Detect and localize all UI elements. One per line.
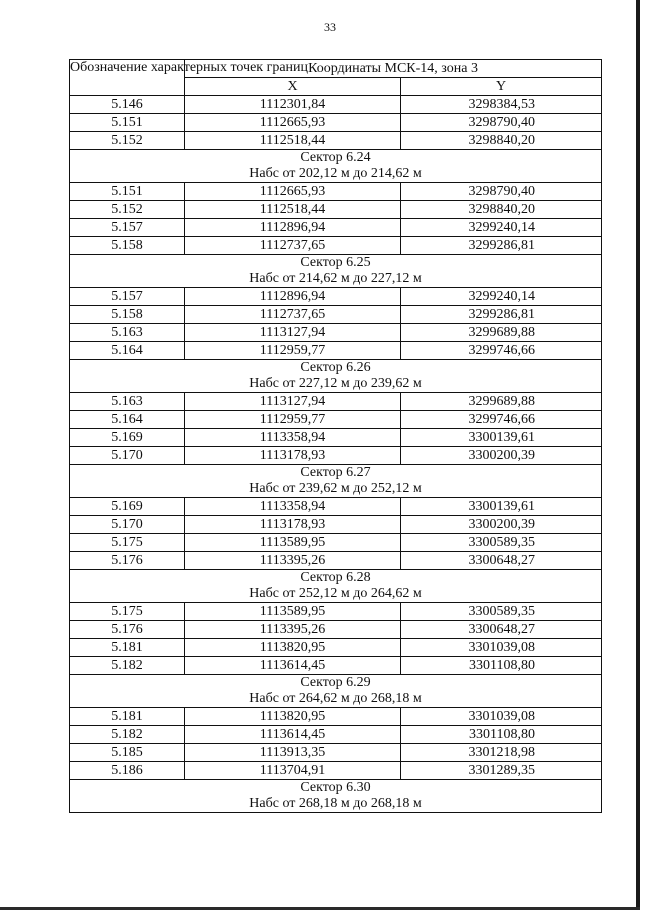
sector-header-row bbox=[70, 255, 602, 288]
table-row bbox=[70, 114, 602, 132]
point-cell: 5.158 bbox=[70, 306, 185, 324]
sector-range: Набс от 214,62 м до 227,12 м bbox=[249, 271, 422, 286]
table-row bbox=[70, 306, 602, 324]
y-cell: 3298790,40 bbox=[401, 183, 602, 201]
y-cell: 3299240,14 bbox=[401, 219, 602, 237]
y-cell: 3300200,39 bbox=[401, 447, 602, 465]
point-cell: 5.158 bbox=[70, 237, 185, 255]
table-row bbox=[70, 393, 602, 411]
point-cell: 5.176 bbox=[70, 621, 185, 639]
sector-header-row bbox=[70, 780, 602, 813]
table-row bbox=[70, 708, 602, 726]
x-cell: 1112896,94 bbox=[185, 288, 401, 306]
x-cell: 1112737,65 bbox=[185, 306, 401, 324]
sector-range: Набс от 252,12 м до 264,62 м bbox=[249, 586, 422, 601]
y-cell: 3300200,39 bbox=[401, 516, 602, 534]
sector-title: Сектор 6.25 bbox=[300, 255, 371, 270]
coordinates-table-body bbox=[70, 60, 602, 813]
y-cell: 3301039,08 bbox=[401, 639, 602, 657]
x-column-header: X bbox=[185, 78, 401, 96]
y-cell: 3301039,08 bbox=[401, 708, 602, 726]
x-cell: 1112959,77 bbox=[185, 342, 401, 360]
table-row bbox=[70, 342, 602, 360]
y-cell: 3299746,66 bbox=[401, 342, 602, 360]
point-cell: 5.169 bbox=[70, 498, 185, 516]
sector-header-row bbox=[70, 675, 602, 708]
x-cell: 1112518,44 bbox=[185, 201, 401, 219]
sector-title: Сектор 6.27 bbox=[300, 465, 371, 480]
table-row bbox=[70, 429, 602, 447]
point-cell: 5.181 bbox=[70, 708, 185, 726]
y-cell: 3301289,35 bbox=[401, 762, 602, 780]
sector-header bbox=[70, 675, 602, 708]
x-cell: 1113178,93 bbox=[185, 516, 401, 534]
sector-range: Набс от 227,12 м до 239,62 м bbox=[249, 376, 422, 391]
y-cell: 3300589,35 bbox=[401, 534, 602, 552]
sector-title: Сектор 6.30 bbox=[300, 780, 371, 795]
y-cell: 3298840,20 bbox=[401, 132, 602, 150]
point-cell: 5.185 bbox=[70, 744, 185, 762]
x-cell: 1113395,26 bbox=[185, 621, 401, 639]
y-cell: 3299746,66 bbox=[401, 411, 602, 429]
table-row bbox=[70, 603, 602, 621]
table-row bbox=[70, 288, 602, 306]
x-cell: 1113614,45 bbox=[185, 726, 401, 744]
x-cell: 1113704,91 bbox=[185, 762, 401, 780]
point-cell: 5.152 bbox=[70, 132, 185, 150]
y-cell: 3298840,20 bbox=[401, 201, 602, 219]
coordinates-table bbox=[69, 59, 602, 813]
sector-title: Сектор 6.28 bbox=[300, 570, 371, 585]
x-cell: 1113820,95 bbox=[185, 708, 401, 726]
x-cell: 1112518,44 bbox=[185, 132, 401, 150]
table-row bbox=[70, 762, 602, 780]
x-cell: 1112737,65 bbox=[185, 237, 401, 255]
y-cell: 3300139,61 bbox=[401, 498, 602, 516]
x-cell: 1112896,94 bbox=[185, 219, 401, 237]
point-cell: 5.181 bbox=[70, 639, 185, 657]
point-cell: 5.170 bbox=[70, 516, 185, 534]
point-cell: 5.151 bbox=[70, 114, 185, 132]
table-row bbox=[70, 96, 602, 114]
table-row bbox=[70, 324, 602, 342]
scan-edge-right bbox=[636, 0, 640, 910]
sector-header bbox=[70, 780, 602, 813]
table-row bbox=[70, 447, 602, 465]
x-cell: 1113614,45 bbox=[185, 657, 401, 675]
sector-header-row bbox=[70, 465, 602, 498]
sector-title: Сектор 6.26 bbox=[300, 360, 371, 375]
point-cell: 5.186 bbox=[70, 762, 185, 780]
table-row bbox=[70, 552, 602, 570]
table-row bbox=[70, 534, 602, 552]
table-row bbox=[70, 621, 602, 639]
point-cell: 5.182 bbox=[70, 726, 185, 744]
point-cell: 5.164 bbox=[70, 342, 185, 360]
point-cell: 5.182 bbox=[70, 657, 185, 675]
table-row bbox=[70, 744, 602, 762]
point-cell: 5.164 bbox=[70, 411, 185, 429]
point-column-header: Обозначение характерных точек границ bbox=[70, 60, 185, 96]
table-row bbox=[70, 219, 602, 237]
sector-header-row bbox=[70, 150, 602, 183]
x-cell: 1113358,94 bbox=[185, 429, 401, 447]
point-cell: 5.151 bbox=[70, 183, 185, 201]
x-cell: 1113589,95 bbox=[185, 603, 401, 621]
sector-title: Сектор 6.29 bbox=[300, 675, 371, 690]
x-cell: 1112959,77 bbox=[185, 411, 401, 429]
x-cell: 1113820,95 bbox=[185, 639, 401, 657]
table-row bbox=[70, 726, 602, 744]
sector-header bbox=[70, 360, 602, 393]
point-cell: 5.157 bbox=[70, 219, 185, 237]
sector-range: Набс от 202,12 м до 214,62 м bbox=[249, 166, 422, 181]
point-cell: 5.152 bbox=[70, 201, 185, 219]
table-header-row bbox=[70, 60, 602, 78]
y-cell: 3300139,61 bbox=[401, 429, 602, 447]
y-cell: 3298384,53 bbox=[401, 96, 602, 114]
sector-header bbox=[70, 570, 602, 603]
y-cell: 3299286,81 bbox=[401, 306, 602, 324]
y-cell: 3301218,98 bbox=[401, 744, 602, 762]
x-cell: 1113127,94 bbox=[185, 393, 401, 411]
y-cell: 3299689,88 bbox=[401, 324, 602, 342]
y-cell: 3299689,88 bbox=[401, 393, 602, 411]
x-cell: 1113589,95 bbox=[185, 534, 401, 552]
point-cell: 5.146 bbox=[70, 96, 185, 114]
y-cell: 3300648,27 bbox=[401, 621, 602, 639]
sector-title: Сектор 6.24 bbox=[300, 150, 371, 165]
x-cell: 1112665,93 bbox=[185, 114, 401, 132]
coord-system-header: Координаты МСК-14, зона 3 bbox=[185, 60, 602, 78]
table-row bbox=[70, 201, 602, 219]
table-row bbox=[70, 411, 602, 429]
sector-range: Набс от 268,18 м до 268,18 м bbox=[249, 796, 422, 811]
sector-header-row bbox=[70, 570, 602, 603]
sector-header bbox=[70, 150, 602, 183]
table-row bbox=[70, 498, 602, 516]
table-row bbox=[70, 657, 602, 675]
point-cell: 5.157 bbox=[70, 288, 185, 306]
point-cell: 5.176 bbox=[70, 552, 185, 570]
table-row bbox=[70, 132, 602, 150]
sector-header bbox=[70, 465, 602, 498]
y-cell: 3299240,14 bbox=[401, 288, 602, 306]
x-cell: 1113178,93 bbox=[185, 447, 401, 465]
y-cell: 3301108,80 bbox=[401, 726, 602, 744]
y-cell: 3300589,35 bbox=[401, 603, 602, 621]
point-cell: 5.175 bbox=[70, 534, 185, 552]
x-cell: 1113127,94 bbox=[185, 324, 401, 342]
point-cell: 5.163 bbox=[70, 393, 185, 411]
y-column-header: Y bbox=[401, 78, 602, 96]
page-number: 33 bbox=[324, 20, 336, 34]
table-row bbox=[70, 639, 602, 657]
sector-header bbox=[70, 255, 602, 288]
table-row bbox=[70, 516, 602, 534]
table-row bbox=[70, 237, 602, 255]
x-cell: 1113358,94 bbox=[185, 498, 401, 516]
sector-header-row bbox=[70, 360, 602, 393]
point-cell: 5.169 bbox=[70, 429, 185, 447]
y-cell: 3298790,40 bbox=[401, 114, 602, 132]
point-cell: 5.170 bbox=[70, 447, 185, 465]
sector-range: Набс от 264,62 м до 268,18 м bbox=[249, 691, 422, 706]
point-cell: 5.163 bbox=[70, 324, 185, 342]
sector-range: Набс от 239,62 м до 252,12 м bbox=[249, 481, 422, 496]
table-row bbox=[70, 183, 602, 201]
y-cell: 3300648,27 bbox=[401, 552, 602, 570]
x-cell: 1112665,93 bbox=[185, 183, 401, 201]
x-cell: 1113395,26 bbox=[185, 552, 401, 570]
x-cell: 1113913,35 bbox=[185, 744, 401, 762]
point-cell: 5.175 bbox=[70, 603, 185, 621]
y-cell: 3299286,81 bbox=[401, 237, 602, 255]
x-cell: 1112301,84 bbox=[185, 96, 401, 114]
y-cell: 3301108,80 bbox=[401, 657, 602, 675]
